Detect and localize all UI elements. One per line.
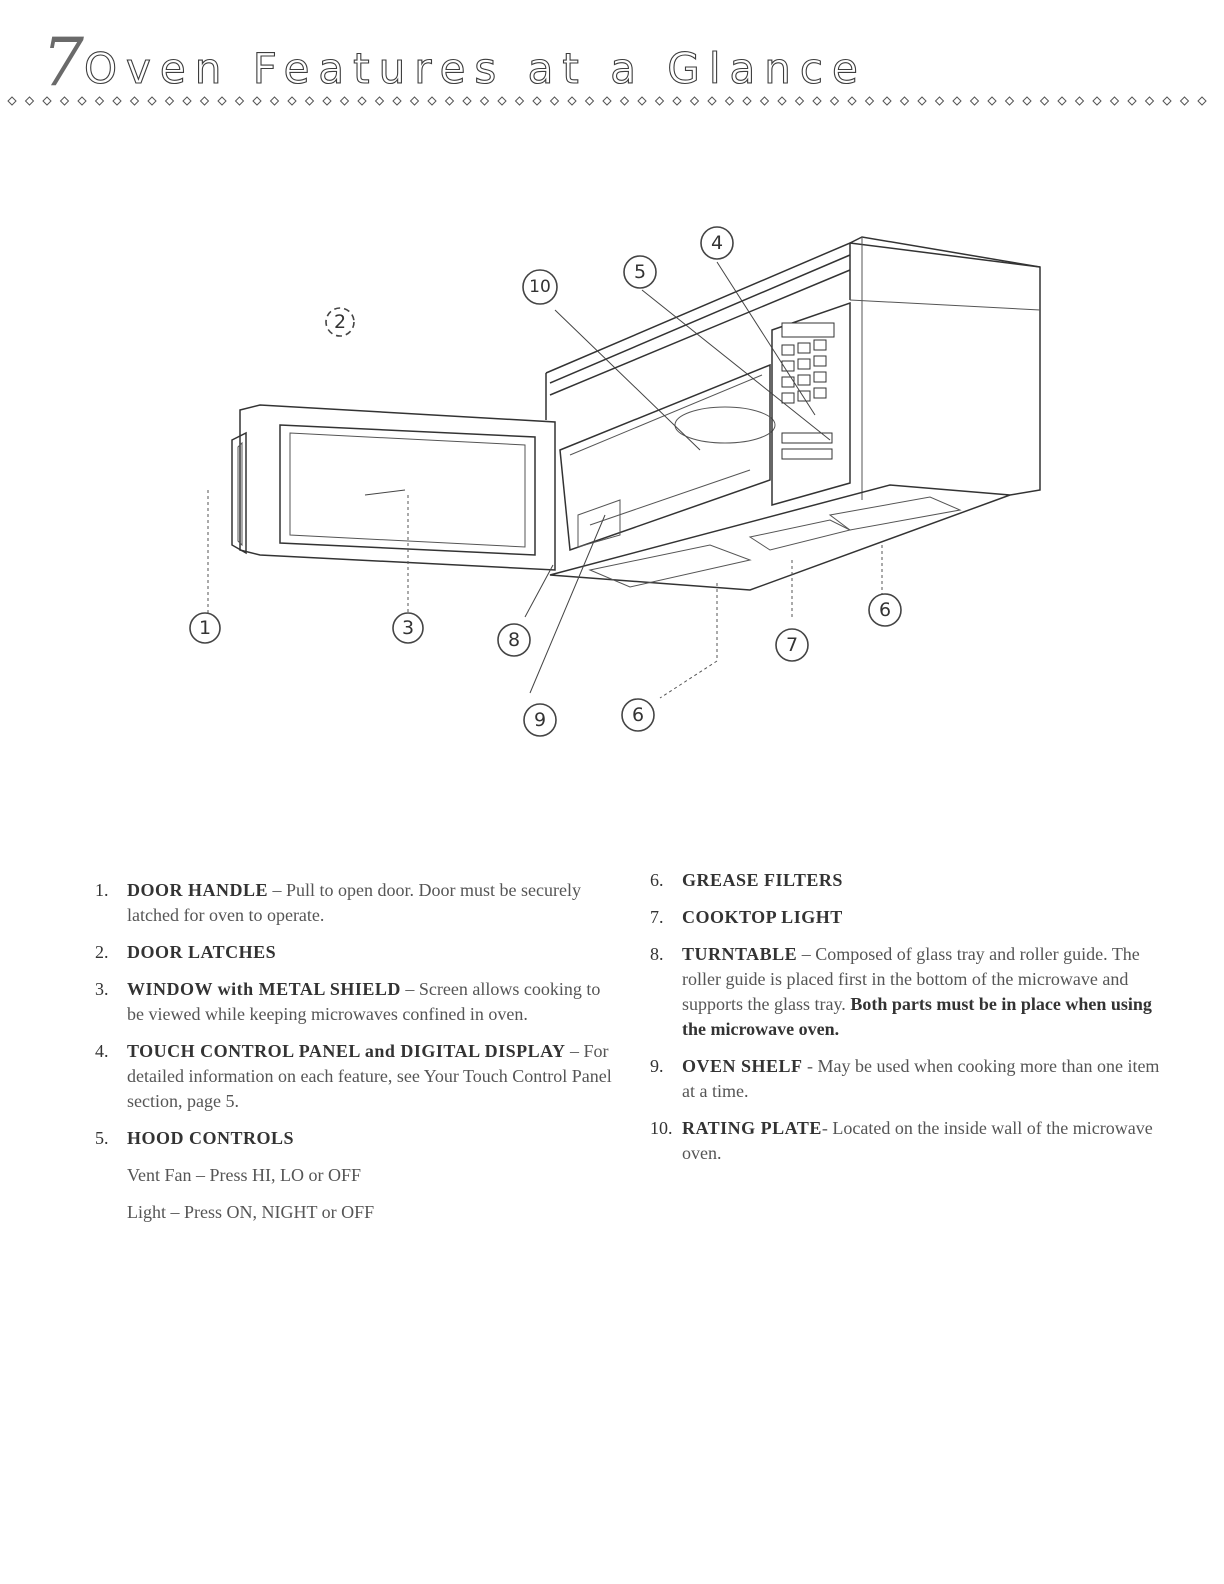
feature-name: RATING PLATE xyxy=(682,1118,822,1138)
diamond-ornament xyxy=(358,97,366,105)
feature-warning: Both parts must be in place when using the microwave oven. xyxy=(682,994,1152,1039)
diamond-ornament xyxy=(1111,97,1119,105)
diamond-ornament xyxy=(393,97,401,105)
feature-item xyxy=(95,1126,615,1225)
callout-5 xyxy=(624,256,656,288)
diamond-ornament xyxy=(761,97,769,105)
diamond-ornament xyxy=(113,97,121,105)
diamond-ornament xyxy=(673,97,681,105)
feature-description: - May be used when cooking more than one item at a time. xyxy=(682,1056,1160,1101)
feature-number: 10. xyxy=(650,1118,673,1138)
callout-1 xyxy=(190,613,220,643)
feature-name: COOKTOP LIGHT xyxy=(682,907,843,927)
diamond-ornament xyxy=(201,97,209,105)
svg-text:3: 3 xyxy=(401,617,415,639)
svg-text:4: 4 xyxy=(710,232,724,254)
diamond-ornament xyxy=(183,97,191,105)
feature-number: 4. xyxy=(95,1041,109,1061)
diamond-ornament xyxy=(1041,97,1049,105)
feature-description: – Screen allows cooking to be viewed while keeping microwaves confined in oven. xyxy=(127,979,601,1024)
diamond-ornament xyxy=(8,97,16,105)
diamond-ornament xyxy=(516,97,524,105)
diamond-ornament xyxy=(61,97,69,105)
diamond-ornament xyxy=(551,97,559,105)
diamond-ornament xyxy=(1006,97,1014,105)
svg-text:9: 9 xyxy=(533,709,547,731)
feature-item xyxy=(95,878,615,928)
touch-control-panel xyxy=(772,303,850,505)
feature-name: WINDOW with METAL SHIELD xyxy=(127,979,401,999)
diamond-ornament xyxy=(708,97,716,105)
diamond-ornament xyxy=(953,97,961,105)
diamond-ornament xyxy=(796,97,804,105)
hood-vent-fan-text: Vent Fan – Press HI, LO or OFF xyxy=(127,1165,361,1185)
diamond-ornament xyxy=(918,97,926,105)
diamond-ornament xyxy=(131,97,139,105)
diamond-rule xyxy=(0,90,1224,112)
features-left-column xyxy=(95,878,615,1237)
callout-6-bottom xyxy=(622,699,654,731)
diamond-ornament xyxy=(691,97,699,105)
diamond-ornament xyxy=(428,97,436,105)
diamond-ornament xyxy=(533,97,541,105)
svg-text:8: 8 xyxy=(507,629,521,651)
svg-text:7: 7 xyxy=(785,634,799,656)
feature-number: 9. xyxy=(650,1056,664,1076)
feature-description: - Located on the inside wall of the microwave oven. xyxy=(682,1118,1153,1163)
feature-number: 8. xyxy=(650,944,664,964)
diamond-ornament xyxy=(43,97,51,105)
diamond-ornament xyxy=(638,97,646,105)
callouts xyxy=(190,227,901,736)
diamond-ornament xyxy=(78,97,86,105)
feature-name: TOUCH CONTROL PANEL and DIGITAL DISPLAY xyxy=(127,1041,566,1061)
diamond-ornament xyxy=(1146,97,1154,105)
diamond-ornament xyxy=(936,97,944,105)
callout-2 xyxy=(326,308,354,336)
callout-10 xyxy=(523,270,557,304)
microwave-diagram xyxy=(150,215,1050,755)
feature-item xyxy=(650,1054,1170,1104)
diamond-ornament xyxy=(498,97,506,105)
callout-3 xyxy=(393,613,423,643)
svg-text:6: 6 xyxy=(878,599,892,621)
svg-text:6: 6 xyxy=(631,704,645,726)
feature-name: DOOR LATCHES xyxy=(127,942,277,962)
diamond-ornament xyxy=(218,97,226,105)
feature-item xyxy=(650,868,1170,893)
diamond-ornament xyxy=(1058,97,1066,105)
svg-text:10: 10 xyxy=(529,277,551,297)
feature-name: OVEN SHELF xyxy=(682,1056,803,1076)
callout-6 xyxy=(869,594,901,626)
feature-number: 1. xyxy=(95,880,109,900)
svg-text:5: 5 xyxy=(633,261,647,283)
feature-description: – For detailed information on each feature, see Your Touch Control Panel section, page 5. xyxy=(127,1041,612,1111)
diamond-ornament xyxy=(1181,97,1189,105)
feature-item xyxy=(95,940,615,965)
svg-text:1: 1 xyxy=(198,617,212,639)
diamond-ornament xyxy=(463,97,471,105)
diamond-ornament xyxy=(1198,97,1206,105)
callout-9 xyxy=(524,704,556,736)
diamond-ornament xyxy=(148,97,156,105)
hood-light-text: Light – Press ON, NIGHT or OFF xyxy=(127,1202,375,1222)
callout-4 xyxy=(701,227,733,259)
oven-door xyxy=(232,405,555,570)
callout-7 xyxy=(776,629,808,661)
diamond-ornament xyxy=(1128,97,1136,105)
diamond-ornament xyxy=(568,97,576,105)
svg-text:2: 2 xyxy=(333,311,347,333)
diamond-ornament xyxy=(288,97,296,105)
feature-number: 3. xyxy=(95,979,109,999)
diamond-ornament xyxy=(1023,97,1031,105)
diamond-ornament xyxy=(26,97,34,105)
page-number: 7 xyxy=(42,24,84,101)
diamond-ornament xyxy=(831,97,839,105)
feature-number: 5. xyxy=(95,1128,109,1148)
diamond-ornament xyxy=(271,97,279,105)
feature-item xyxy=(95,1039,615,1114)
diamond-ornament xyxy=(778,97,786,105)
diamond-ornament xyxy=(883,97,891,105)
feature-item xyxy=(650,942,1170,1042)
feature-number: 2. xyxy=(95,942,109,962)
feature-name: HOOD CONTROLS xyxy=(127,1128,295,1148)
diamond-ornament xyxy=(656,97,664,105)
diamond-ornament xyxy=(866,97,874,105)
diamond-ornament xyxy=(166,97,174,105)
page-title: Oven Features at a Glance xyxy=(84,44,867,93)
features-right-column xyxy=(650,868,1170,1178)
diamond-ornament xyxy=(341,97,349,105)
feature-item xyxy=(95,977,615,1027)
feature-name: TURNTABLE xyxy=(682,944,798,964)
diamond-ornament xyxy=(971,97,979,105)
diamond-ornament xyxy=(603,97,611,105)
diamond-ornament xyxy=(411,97,419,105)
diamond-ornament xyxy=(726,97,734,105)
feature-description: – Composed of glass tray and roller guide. The roller guide is placed first in the bottom of the microwave and supports the glass tray. xyxy=(682,944,1140,1014)
feature-name: GREASE FILTERS xyxy=(682,870,843,890)
diamond-ornament xyxy=(481,97,489,105)
diamond-ornament xyxy=(848,97,856,105)
feature-description: – Pull to open door. Door must be securely latched for oven to operate. xyxy=(127,880,581,925)
diamond-ornament xyxy=(813,97,821,105)
diamond-ornament xyxy=(988,97,996,105)
diamond-ornament xyxy=(253,97,261,105)
feature-number: 7. xyxy=(650,907,664,927)
diamond-ornament xyxy=(743,97,751,105)
diamond-ornament xyxy=(323,97,331,105)
feature-name: DOOR HANDLE xyxy=(127,880,269,900)
diamond-ornament xyxy=(1163,97,1171,105)
diamond-ornament xyxy=(306,97,314,105)
diamond-ornament xyxy=(621,97,629,105)
feature-number: 6. xyxy=(650,870,664,890)
callout-8 xyxy=(498,624,530,656)
diamond-ornament xyxy=(96,97,104,105)
diamond-ornament xyxy=(376,97,384,105)
diamond-ornament xyxy=(446,97,454,105)
feature-item xyxy=(650,1116,1170,1166)
diamond-ornament xyxy=(901,97,909,105)
diamond-ornament xyxy=(1093,97,1101,105)
diamond-ornament xyxy=(586,97,594,105)
diamond-ornament xyxy=(1076,97,1084,105)
feature-item xyxy=(650,905,1170,930)
diamond-ornament xyxy=(236,97,244,105)
